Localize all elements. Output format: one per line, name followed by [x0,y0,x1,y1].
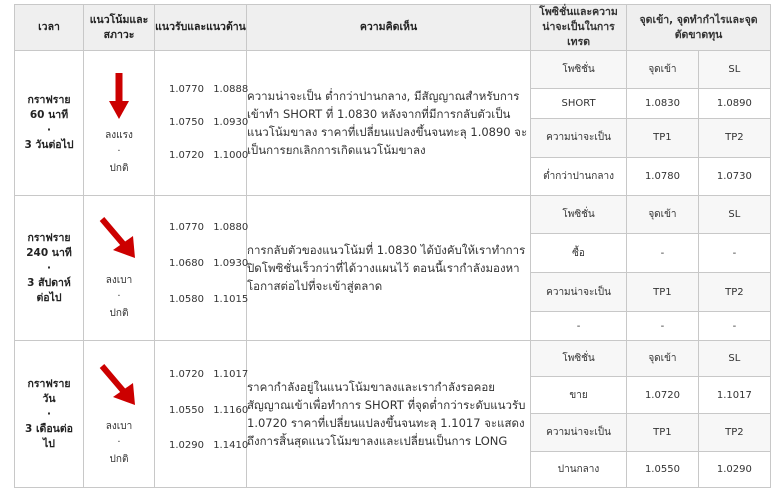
level-pair: 1.0770 1.0880 [169,222,249,233]
levels-cell [155,341,247,488]
levels-cell [155,51,247,196]
trend-dot: · [117,291,121,302]
table-row [15,51,771,196]
comment-cell: ความน่าจะเป็น ต่ำกว่าปานกลาง, มีสัญญาณสำหรับการเข้าทำ SHORT ที่ 1.0830 หลังจากที่มีการกลับตัวเป็นแนวโน้มขาลง ราคาที่เปลี่ยนแปลงขึ้นจนทะลุ 1.0890 จะเป็นการยกเลิกการเกิดแนวโน้มขาลง [247,51,531,196]
arrow-down-right-icon [99,216,139,263]
level-pair: 1.0720 1.1000 [169,150,249,161]
trend-label: ลงเบา [105,275,133,286]
condition-label: ปกติ [109,163,129,174]
position-cell: โพซิชั่น จุดเข้า SL SHORT 1.0830 1.0890 ความน่าจะเป็น TP1 TP2 ต่ำกว่าปานกลาง 1.0780 1.0730 [531,51,771,196]
timeframe-cell: กราฟราย 240 นาที · 3 สัปดาห์ ต่อไป [15,196,84,341]
trend-label: ลงแรง [105,130,133,141]
level-pair: 1.0770 1.0888 [169,84,249,95]
table-row [15,196,771,341]
trend-cell [84,341,155,488]
condition-label: ปกติ [109,308,129,319]
arrow-down-icon [109,73,129,122]
table-row [15,341,771,488]
trend-dot: · [117,146,121,157]
position-cell: โพซิชั่น จุดเข้า SL ซื้อ - - ความน่าจะเป็น TP1 TP2 - - - [531,196,771,341]
level-pair: 1.0550 1.1160 [169,405,249,416]
trend-cell [84,196,155,341]
header-support-resistance: แนวรับและแนวต้าน [155,5,247,51]
header-position: โพซิชั่นและความน่าจะเป็นในการเทรด [531,5,627,50]
header-comment: ความคิดเห็น [247,5,531,51]
trading-analysis-table [14,4,771,488]
arrow-down-right-icon [99,363,139,410]
level-pair: 1.0720 1.1017 [169,369,249,380]
condition-label: ปกติ [109,454,129,465]
level-pair: 1.0580 1.1015 [169,294,249,305]
levels-cell [155,196,247,341]
timeframe-cell: กราฟราย 60 นาที · 3 วันต่อไป [15,51,84,196]
level-pair: 1.0290 1.1410 [169,440,249,451]
header-trend: แนวโน้มและสภาวะ [84,5,155,51]
comment-cell: การกลับตัวของแนวโน้มที่ 1.0830 ได้บังคับให้เราทำการปิดโพซิชั่นเร็วกว่าที่ได้วางแผนไว้ ตอนนี้เรากำลังมองหาโอกาสต่อไปที่จะเข้าสู่ตลาด [247,196,531,341]
comment-cell: ราคากำลังอยู่ในแนวโน้มขาลงและเรากำลังรอคอยสัญญาณเข้าเพื่อทำการ SHORT ที่จุดต่ำกว่าระดับแนวรับ 1.0720 ราคาที่เปลี่ยนแปลงขึ้นจนทะลุ 1.1017 จะแสดงถึงการสิ้นสุดแนวโน้มขาลงและเปลี่ยนเป็นการ LONG [247,341,531,488]
table-header-row [15,5,771,51]
level-pair: 1.0680 1.0930 [169,258,249,269]
header-targets: จุดเข้า, จุดทำกำไรและจุดตัดขาดทุน [627,5,770,50]
header-time: เวลา [15,5,84,51]
timeframe-cell: กราฟราย วัน · 3 เดือนต่อ ไป [15,341,84,488]
position-cell: โพซิชั่น จุดเข้า SL ขาย 1.0720 1.1017 ความน่าจะเป็น TP1 TP2 ปานกลาง 1.0550 1.0290 [531,341,771,488]
trend-dot: · [117,437,121,448]
trend-label: ลงเบา [105,421,133,432]
header-position-group [531,5,771,51]
level-pair: 1.0750 1.0930 [169,117,249,128]
trend-cell [84,51,155,196]
